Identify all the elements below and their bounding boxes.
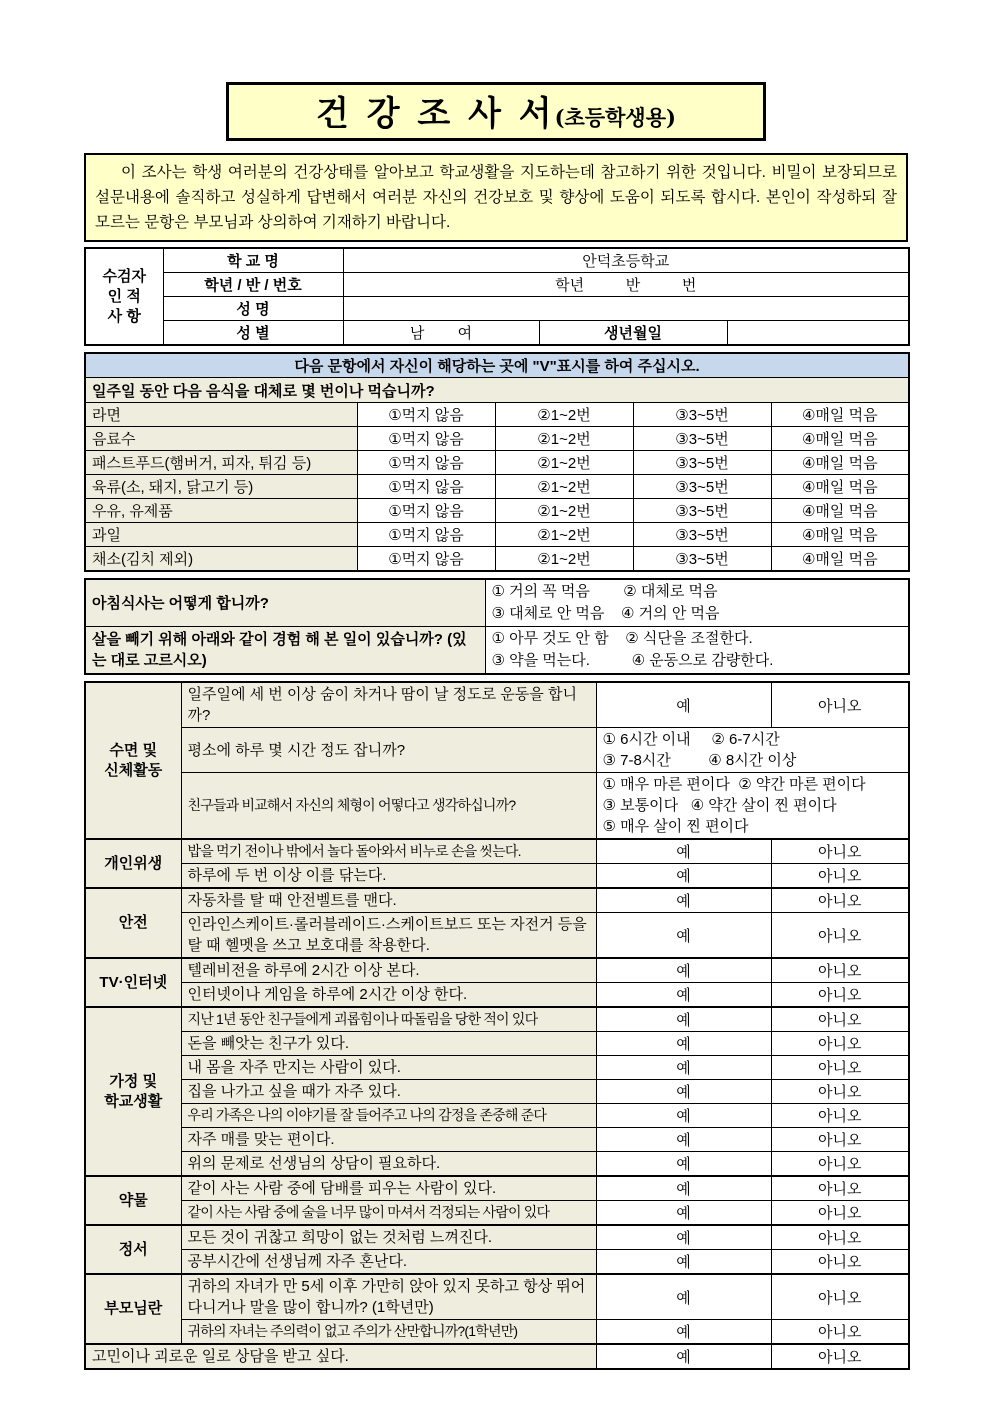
answer-yes-cell: 예: [596, 1225, 771, 1250]
survey-question-cell: 귀하의 자녀가 만 5세 이후 가만히 앉아 있지 못하고 항상 뛰어다니거나 말을 많이 합니까? (1학년만): [181, 1274, 596, 1320]
survey-question-cell: 귀하의 자녀는 주의력이 없고 주의가 산만합니까?(1학년만): [181, 1320, 596, 1345]
student-name-value: [343, 297, 909, 321]
food-row: [85, 403, 909, 427]
food-row: [85, 475, 909, 499]
answer-no-cell: 아니오: [771, 682, 909, 728]
survey-row: [85, 1056, 909, 1080]
survey-options-cell: [596, 773, 909, 840]
survey-row: [85, 1080, 909, 1104]
survey-section-label-line: 약물: [118, 1191, 148, 1209]
survey-row: [85, 839, 909, 864]
survey-option-line: ① 6시간 이내 ② 6-7시간: [602, 731, 780, 748]
survey-section-label: [85, 1225, 181, 1274]
survey-section-label-line: 가정 및: [109, 1072, 158, 1090]
food-option-cell: ④매일 먹음: [771, 475, 909, 499]
survey-section-label: [85, 1007, 181, 1176]
survey-section-label-line: 개인위생: [104, 854, 163, 872]
personal-info-body: [85, 248, 909, 345]
general-option-line: ① 거의 꼭 먹음 ② 대체로 먹음: [491, 583, 718, 600]
food-item-cell: 라면: [85, 403, 357, 427]
food-option-cell: ④매일 먹음: [771, 451, 909, 475]
answer-yes-cell: 예: [596, 1201, 771, 1226]
survey-section-label-line: 부모님란: [104, 1300, 163, 1317]
answer-no-cell: 아니오: [771, 1250, 909, 1275]
survey-question-cell: 집을 나가고 싶을 때가 자주 있다.: [181, 1080, 596, 1104]
survey-section-label-line: 안전: [118, 914, 148, 931]
food-option-cell: ②1~2번: [495, 403, 633, 427]
survey-row: [85, 888, 909, 913]
examinee-info-label: [85, 248, 163, 345]
school-name-label: 학 교 명: [163, 248, 343, 273]
food-row: [85, 523, 909, 547]
answer-yes-cell: 예: [596, 1152, 771, 1177]
answer-yes-cell: 예: [596, 1032, 771, 1056]
general-question-cell: 살을 빼기 위해 아래와 같이 경험 해 본 일이 있습니까? (있는 대로 고르시오): [85, 627, 485, 675]
food-row: [85, 547, 909, 572]
school-name-value: 안덕초등학교: [343, 248, 909, 273]
survey-row: [85, 1201, 909, 1226]
answer-no-cell: 아니오: [771, 1128, 909, 1152]
food-item-cell: 패스트푸드(햄버거, 피자, 튀김 등): [85, 451, 357, 475]
food-option-cell: ③3~5번: [633, 403, 771, 427]
food-option-cell: ④매일 먹음: [771, 523, 909, 547]
general-question-row: [85, 579, 909, 627]
answer-yes-cell: 예: [596, 983, 771, 1008]
food-option-cell: ③3~5번: [633, 547, 771, 572]
food-option-cell: ②1~2번: [495, 451, 633, 475]
survey-section-label-line: 학교생활: [104, 1092, 163, 1110]
survey-section-label-line: TV·인터넷: [99, 973, 168, 991]
food-option-cell: ③3~5번: [633, 451, 771, 475]
gender-value: 남 여: [343, 321, 539, 346]
answer-no-cell: 아니오: [771, 1274, 909, 1320]
survey-row: [85, 1104, 909, 1128]
survey-question-cell: 밥을 먹기 전이나 밖에서 놀다 돌아와서 비누로 손을 씻는다.: [181, 839, 596, 864]
page-title: [226, 82, 766, 141]
general-questions-table: [84, 578, 910, 675]
food-option-cell: ①먹지 않음: [357, 403, 495, 427]
answer-yes-cell: 예: [596, 1080, 771, 1104]
food-item-cell: 채소(김치 제외): [85, 547, 357, 572]
food-item-cell: 음료수: [85, 427, 357, 451]
health-survey-table: [84, 681, 910, 1370]
personal-row-gender: [85, 321, 909, 346]
answer-no-cell: 아니오: [771, 958, 909, 983]
answer-no-cell: 아니오: [771, 1056, 909, 1080]
intro-notice: 이 조사는 학생 여러분의 건강상태를 알아보고 학교생활을 지도하는데 참고하기 위한 것입니다. 비밀이 보장되므로 설문내용에 솔직하고 성실하게 답변해서 여러분 자신의 건강보호 및 향상에 도움이 되도록 합시다. 본인이 작성하되 잘 모르는 문항은 부모님과 상의하여 기재하기 바랍니다.: [84, 153, 908, 242]
instruction-row: [85, 353, 909, 378]
food-option-cell: ②1~2번: [495, 427, 633, 451]
answer-no-cell: 아니오: [771, 983, 909, 1008]
general-option-line: ③ 대체로 안 먹음 ④ 거의 안 먹음: [491, 605, 720, 622]
survey-option-line: ① 매우 마른 편이다 ② 약간 마른 편이다: [602, 776, 866, 793]
survey-question-cell: 우리 가족은 나의 이야기를 잘 들어주고 나의 감정을 존중해 준다: [181, 1104, 596, 1128]
survey-question-cell: 돈을 빼앗는 친구가 있다.: [181, 1032, 596, 1056]
survey-row: [85, 864, 909, 889]
survey-option-line: ③ 7-8시간 ④ 8시간 이상: [602, 752, 797, 769]
survey-question-cell: 텔레비전을 하루에 2시간 이상 본다.: [181, 958, 596, 983]
answer-no-cell: 아니오: [771, 1176, 909, 1201]
gender-label: 성 별: [163, 321, 343, 346]
food-option-cell: ②1~2번: [495, 523, 633, 547]
food-item-cell: 과일: [85, 523, 357, 547]
answer-no-cell: 아니오: [771, 839, 909, 864]
general-options-cell: [485, 627, 909, 675]
food-row: [85, 427, 909, 451]
grade-class-number-label: 학년 / 반 / 번호: [163, 273, 343, 297]
survey-question-cell: 같이 사는 사람 중에 담배를 피우는 사람이 있다.: [181, 1176, 596, 1201]
food-row: [85, 451, 909, 475]
grade-class-number-value: 학년 반 번: [343, 273, 909, 297]
survey-question-cell: 인라인스케이트·롤러블레이드·스케이트보드 또는 자전거 등을 탈 때 헬멧을 쓰고 보호대를 착용한다.: [181, 913, 596, 959]
answer-yes-cell: 예: [596, 1320, 771, 1345]
survey-section-label: [85, 888, 181, 958]
survey-row: [85, 773, 909, 840]
examinee-info-label-line: 인 적: [107, 287, 141, 305]
survey-question-cell: 하루에 두 번 이상 이를 닦는다.: [181, 864, 596, 889]
food-item-cell: 우유, 유제품: [85, 499, 357, 523]
examinee-info-label-line: 수검자: [102, 267, 146, 285]
page-title-suffix: (초등학생용): [554, 105, 676, 130]
answer-yes-cell: 예: [596, 888, 771, 913]
answer-no-cell: 아니오: [771, 1344, 909, 1369]
food-option-cell: ④매일 먹음: [771, 499, 909, 523]
birthdate-label: 생년월일: [539, 321, 727, 346]
food-option-cell: ②1~2번: [495, 475, 633, 499]
survey-question-cell: 인터넷이나 게임을 하루에 2시간 이상 한다.: [181, 983, 596, 1008]
survey-section-label-line: 정서: [118, 1240, 148, 1258]
food-option-cell: ①먹지 않음: [357, 547, 495, 572]
answer-no-cell: 아니오: [771, 1225, 909, 1250]
food-option-cell: ①먹지 않음: [357, 475, 495, 499]
survey-row: [85, 1274, 909, 1320]
general-question-cell: 아침식사는 어떻게 합니까?: [85, 579, 485, 627]
answer-yes-cell: 예: [596, 1128, 771, 1152]
food-option-cell: ④매일 먹음: [771, 403, 909, 427]
answer-yes-cell: 예: [596, 1344, 771, 1369]
personal-info-table: [84, 247, 910, 346]
general-question-row: [85, 627, 909, 675]
survey-question-cell: 자동차를 탈 때 안전벨트를 맨다.: [181, 888, 596, 913]
answer-yes-cell: 예: [596, 958, 771, 983]
survey-section-label: [85, 1176, 181, 1225]
survey-footer-question-cell: 고민이나 괴로운 일로 상담을 받고 싶다.: [85, 1344, 596, 1369]
survey-question-cell: 위의 문제로 선생님의 상담이 필요하다.: [181, 1152, 596, 1177]
survey-row: [85, 1152, 909, 1177]
food-option-cell: ③3~5번: [633, 499, 771, 523]
food-option-cell: ③3~5번: [633, 427, 771, 451]
survey-section-label: [85, 682, 181, 839]
survey-section-label: [85, 1274, 181, 1344]
food-option-cell: ①먹지 않음: [357, 451, 495, 475]
answer-yes-cell: 예: [596, 1274, 771, 1320]
food-option-cell: ①먹지 않음: [357, 499, 495, 523]
survey-question-cell: 지난 1년 동안 친구들에게 괴롭힘이나 따돌림을 당한 적이 있다: [181, 1007, 596, 1032]
survey-section-label: [85, 839, 181, 888]
survey-question-cell: 같이 사는 사람 중에 술을 너무 많이 마셔서 걱정되는 사람이 있다: [181, 1201, 596, 1226]
general-option-line: ③ 약을 먹는다. ④ 운동으로 감량한다.: [491, 652, 774, 669]
answer-no-cell: 아니오: [771, 1104, 909, 1128]
survey-row: [85, 1250, 909, 1275]
survey-option-line: ③ 보통이다 ④ 약간 살이 찐 편이다: [602, 797, 837, 814]
general-questions-body: [85, 579, 909, 674]
food-item-cell: 육류(소, 돼지, 닭고기 등): [85, 475, 357, 499]
survey-question-cell: 내 몸을 자주 만지는 사람이 있다.: [181, 1056, 596, 1080]
food-row: [85, 499, 909, 523]
answer-yes-cell: 예: [596, 913, 771, 959]
survey-question-cell: 일주일에 세 번 이상 숨이 차거나 땀이 날 정도로 운동을 합니까?: [181, 682, 596, 728]
survey-row: [85, 913, 909, 959]
answer-yes-cell: 예: [596, 682, 771, 728]
survey-row: [85, 1128, 909, 1152]
answer-no-cell: 아니오: [771, 1152, 909, 1177]
answer-yes-cell: 예: [596, 1250, 771, 1275]
food-frequency-table: [84, 352, 910, 572]
answer-no-cell: 아니오: [771, 1032, 909, 1056]
survey-section-label-line: 수면 및: [109, 741, 158, 759]
survey-row: [85, 1225, 909, 1250]
survey-section-label: [85, 958, 181, 1007]
general-options-cell: [485, 579, 909, 627]
birthdate-value: [727, 321, 909, 346]
food-question-row: [85, 378, 909, 403]
answer-yes-cell: 예: [596, 864, 771, 889]
answer-no-cell: 아니오: [771, 1007, 909, 1032]
food-frequency-body: [85, 353, 909, 571]
answer-yes-cell: 예: [596, 839, 771, 864]
answer-no-cell: 아니오: [771, 1320, 909, 1345]
survey-row: [85, 682, 909, 728]
survey-question-cell: 공부시간에 선생님께 자주 혼난다.: [181, 1250, 596, 1275]
food-question: 일주일 동안 다음 음식을 대체로 몇 번이나 먹습니까?: [85, 378, 909, 403]
food-option-cell: ④매일 먹음: [771, 547, 909, 572]
food-option-cell: ④매일 먹음: [771, 427, 909, 451]
answer-no-cell: 아니오: [771, 888, 909, 913]
answer-yes-cell: 예: [596, 1104, 771, 1128]
general-option-line: ① 아무 것도 안 함 ② 식단을 조절한다.: [491, 630, 753, 647]
personal-row-grade: [85, 273, 909, 297]
survey-footer-row: [85, 1344, 909, 1369]
page-title-text: 건 강 조 사 서: [316, 94, 555, 134]
student-name-label: 성 명: [163, 297, 343, 321]
survey-question-cell: 모든 것이 귀찮고 희망이 없는 것처럼 느껴진다.: [181, 1225, 596, 1250]
personal-row-school: [85, 248, 909, 273]
answer-no-cell: 아니오: [771, 864, 909, 889]
survey-section-label-line: 신체활동: [104, 761, 163, 779]
survey-option-line: ⑤ 매우 살이 찐 편이다: [602, 818, 749, 835]
examinee-info-label-line: 사 항: [107, 307, 141, 325]
food-option-cell: ①먹지 않음: [357, 427, 495, 451]
food-option-cell: ①먹지 않음: [357, 523, 495, 547]
survey-question-cell: 평소에 하루 몇 시간 정도 잡니까?: [181, 728, 596, 773]
answer-yes-cell: 예: [596, 1056, 771, 1080]
answer-yes-cell: 예: [596, 1176, 771, 1201]
food-option-cell: ②1~2번: [495, 499, 633, 523]
answer-no-cell: 아니오: [771, 1080, 909, 1104]
food-option-cell: ③3~5번: [633, 523, 771, 547]
survey-question-cell: 자주 매를 맞는 편이다.: [181, 1128, 596, 1152]
answer-no-cell: 아니오: [771, 1201, 909, 1226]
answer-yes-cell: 예: [596, 1007, 771, 1032]
survey-row: [85, 1176, 909, 1201]
instruction-header: 다음 문항에서 자신이 해당하는 곳에 "V"표시를 하여 주십시오.: [85, 353, 909, 378]
survey-row: [85, 983, 909, 1008]
survey-row: [85, 728, 909, 773]
survey-row: [85, 1032, 909, 1056]
health-survey-body: [85, 682, 909, 1369]
personal-row-name: [85, 297, 909, 321]
survey-row: [85, 1320, 909, 1345]
food-option-cell: ②1~2번: [495, 547, 633, 572]
survey-options-cell: [596, 728, 909, 773]
food-option-cell: ③3~5번: [633, 475, 771, 499]
survey-row: [85, 1007, 909, 1032]
survey-question-cell: 친구들과 비교해서 자신의 체형이 어떻다고 생각하십니까?: [181, 773, 596, 840]
survey-row: [85, 958, 909, 983]
answer-no-cell: 아니오: [771, 913, 909, 959]
